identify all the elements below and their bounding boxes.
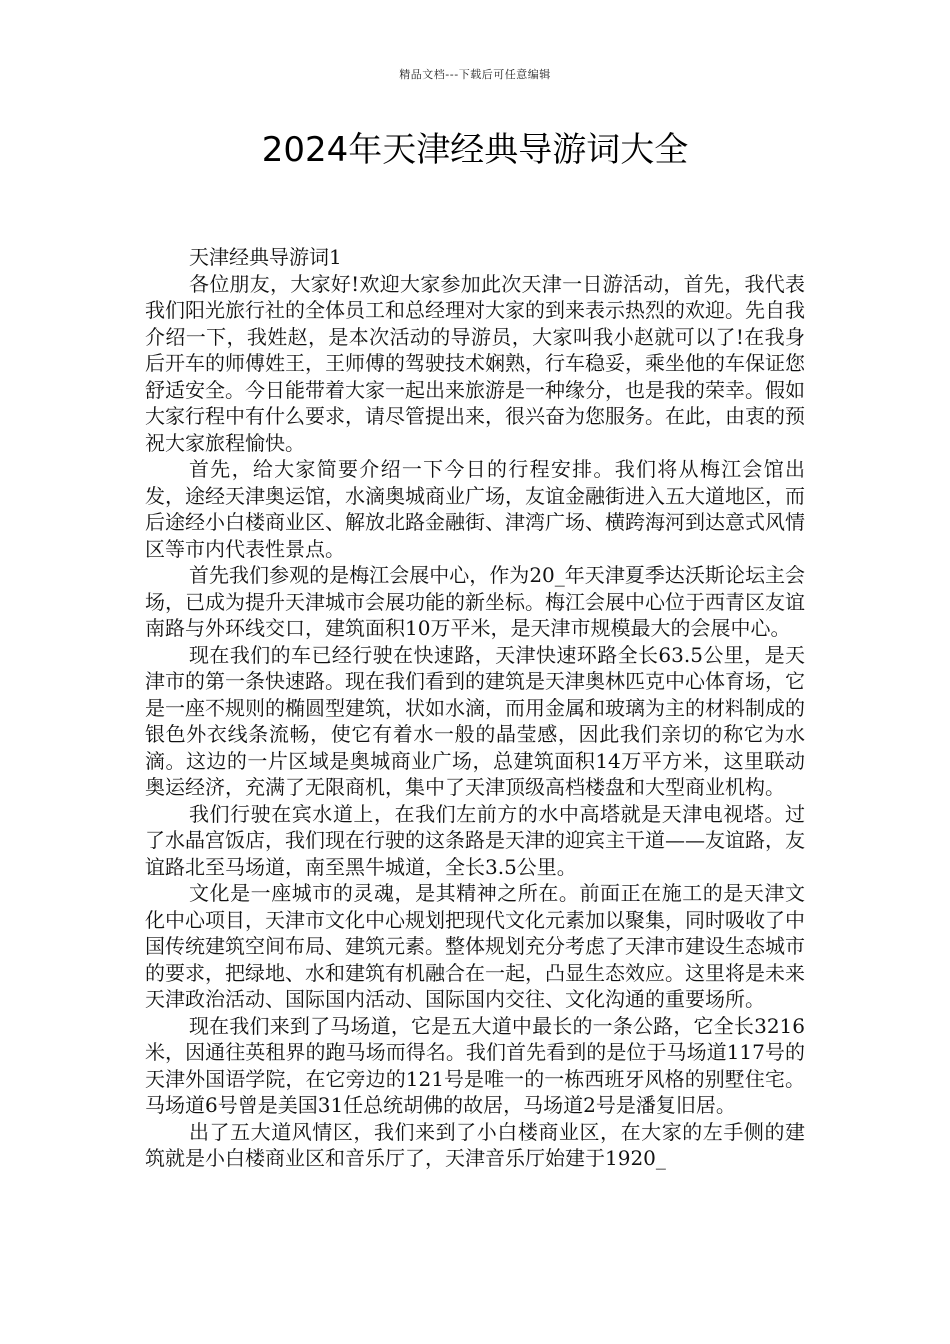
paragraph-8: 出了五大道风情区，我们来到了小白楼商业区，在大家的左手侧的建筑就是小白楼商业区和音乐厅了，天津音乐厅始建于1920_ (145, 1119, 805, 1170)
paragraph-4: 现在我们的车已经行驶在快速路，天津快速环路全长63.5公里，是天津市的第一条快速路。现在我们看到的建筑是天津奥林匹克中心体育场，它是一座不规则的椭圆型建筑，状如水滴，而用金属和玻璃为主的材料制成的银色外衣线条流畅，使它有着水一般的晶莹感，因此我们亲切的称它为水滴。这边的一片区域是奥城商业广场，总建筑面积14万平方米，这里联动奥运经济，充满了无限商机，集中了天津顶级高档楼盘和大型商业机构。 (145, 642, 805, 799)
document-body (145, 244, 805, 1172)
paragraph-6: 文化是一座城市的灵魂，是其精神之所在。前面正在施工的是天津文化中心项目，天津市文化中心规划把现代文化元素加以聚集，同时吸收了中国传统建筑空间布局、建筑元素。整体规划充分考虑了天津市建设生态城市的要求，把绿地、水和建筑有机融合在一起，凸显生态效应。这里将是未来天津政治活动、国际国内活动、国际国内交往、文化沟通的重要场所。 (145, 881, 805, 1011)
paragraph-1: 各位朋友，大家好!欢迎大家参加此次天津一日游活动，首先，我代表我们阳光旅行社的全体员工和总经理对大家的到来表示热烈的欢迎。先自我介绍一下，我姓赵，是本次活动的导游员，大家叫我小赵就可以了!在我身后开车的师傅姓王，王师傅的驾驶技术娴熟，行车稳妥，乘坐他的车保证您舒适安全。今日能带着大家一起出来旅游是一种缘分，也是我的荣幸。假如大家行程中有什么要求，请尽管提出来，很兴奋为您服务。在此，由衷的预祝大家旅程愉快。 (145, 271, 805, 455)
paragraph-3: 首先我们参观的是梅江会展中心，作为20_年天津夏季达沃斯论坛主会场，已成为提升天津城市会展功能的新坐标。梅江会展中心位于西青区友谊南路与外环线交口，建筑面积10万平米，是天津市规模最大的会展中心。 (145, 563, 805, 640)
paragraph-2: 首先，给大家简要介绍一下今日的行程安排。我们将从梅江会馆出发，途经天津奥运馆，水滴奥城商业广场，友谊金融街进入五大道地区，而后途经小白楼商业区、解放北路金融街、津湾广场、横跨海河到达意式风情区等市内代表性景点。 (145, 457, 805, 561)
paragraph-7: 现在我们来到了马场道，它是五大道中最长的一条公路，它全长3216米，因通往英租界的跑马场而得名。我们首先看到的是位于马场道117号的天津外国语学院，在它旁边的121号是唯一的一栋西班牙风格的别墅住宅。马场道6号曾是美国31任总统胡佛的故居，马场道2号是潘复旧居。 (145, 1013, 805, 1117)
section-heading: 天津经典导游词1 (189, 245, 342, 269)
page-header: 精品文档---下载后可任意编辑 (399, 68, 551, 81)
document-title: 2024年天津经典导游词大全 (261, 130, 689, 170)
paragraph-5: 我们行驶在宾水道上，在我们左前方的水中高塔就是天津电视塔。过了水晶宫饭店，我们现在行驶的这条路是天津的迎宾主干道——友谊路，友谊路北至马场道，南至黑牛城道，全长3.5公里。 (145, 801, 805, 879)
